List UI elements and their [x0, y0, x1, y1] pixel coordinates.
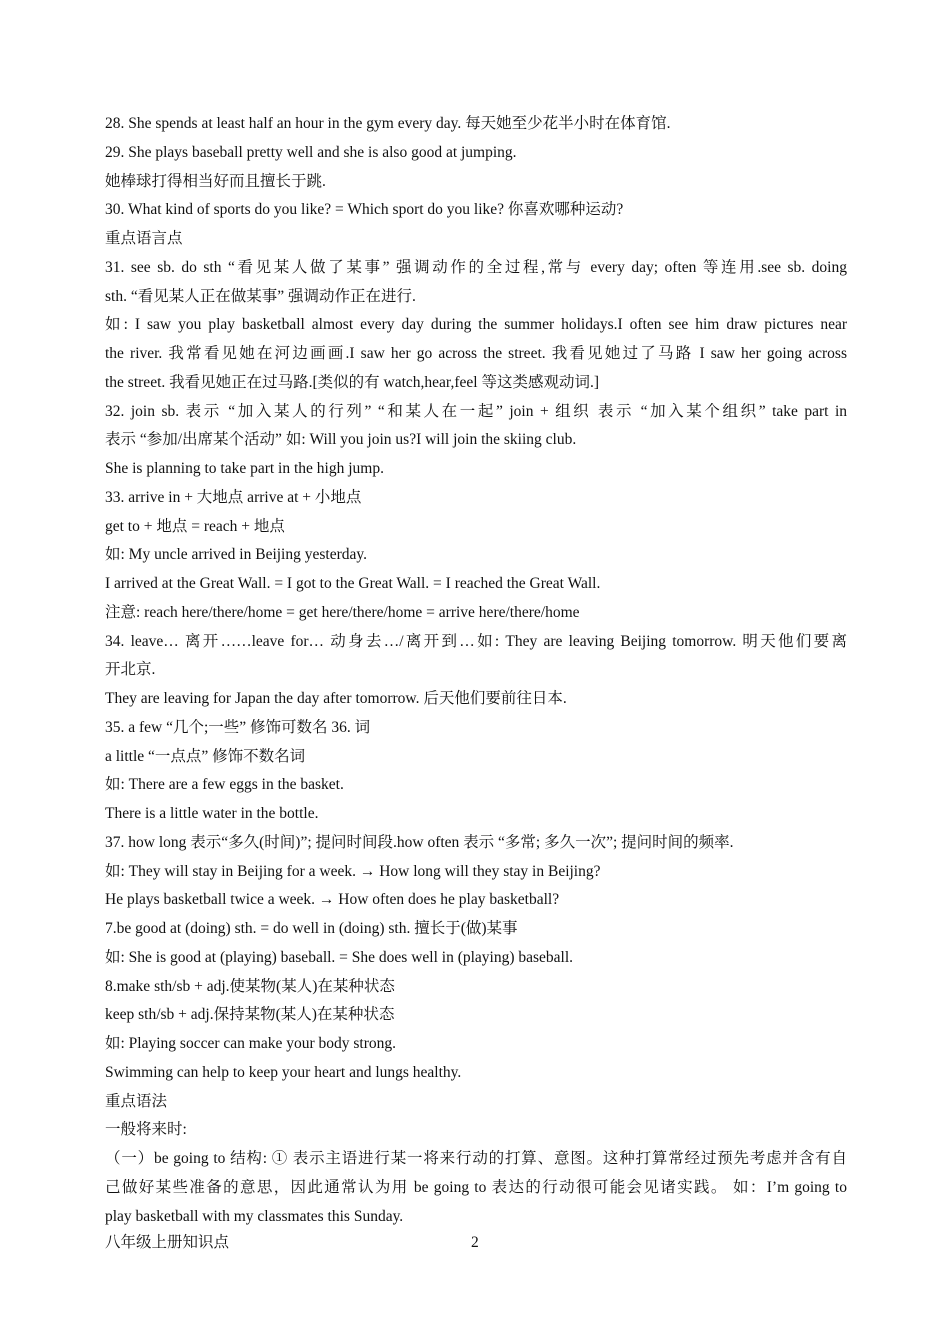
text-line: the street. 我看见她正在过马路.[类似的有 watch,hear,feel 等这类感观动词.]	[105, 373, 599, 391]
text-line: He plays basketball twice a week. → How often does he play basketball?	[105, 891, 560, 909]
text-line: keep sth/sb + adj.保持某物(某人)在某种状态	[105, 1006, 395, 1024]
text-line: 8.make sth/sb + adj.使某物(某人)在某种状态	[105, 977, 395, 995]
text-line: 如: There are a few eggs in the basket.	[105, 776, 344, 794]
text-line: （一）be going to 结构: ① 表示主语进行某一将来行动的打算、意图。这种打算常经过预先考虑并含有自	[105, 1150, 847, 1167]
text-line: 如: My uncle arrived in Beijing yesterday.	[105, 546, 367, 564]
text-line: Swimming can help to keep your heart and lungs healthy.	[105, 1063, 462, 1081]
text-line: 如: Playing soccer can make your body strong.	[105, 1035, 396, 1052]
text-line: get to + 地点 = reach + 地点	[105, 517, 285, 535]
text-line: 7.be good at (doing) sth. = do well in (doing) sth. 擅长于(做)某事	[105, 920, 518, 937]
text-line: 一般将来时:	[105, 1121, 187, 1139]
text-line: 己做好某些准备的意思，因此通常认为用 be going to 表达的行动很可能会见诸实践。 如：I’m going to	[105, 1178, 847, 1196]
text-line: 35. a few “几个;一些” 修饰可数名 36. 词	[105, 718, 371, 736]
text-line: the river. 我常看见她在河边画画.I saw her go across the street. 我看见她过了马路 I saw her going across	[105, 345, 847, 362]
text-line: 28. She spends at least half an hour in the gym every day. 每天她至少花半小时在体育馆.	[105, 115, 671, 132]
text-line: 开北京.	[105, 661, 156, 679]
text-line: There is a little water in the bottle.	[105, 805, 319, 822]
text-line: 重点语言点	[105, 230, 183, 247]
text-line: 如: I saw you play basketball almost every day during the summer holidays.I often see him draw pictures near	[105, 316, 847, 334]
page-footer	[105, 1229, 847, 1257]
text-line: 31. see sb. do sth “看见某人做了某事” 强调动作的全过程,常与 every day; often 等连用.see sb. doing	[105, 258, 847, 276]
footer-title: 八年级上册知识点	[105, 1234, 230, 1251]
text-line: a little “一点点” 修饰不数名词	[105, 747, 306, 765]
page-number: 2	[471, 1234, 479, 1251]
text-line: 如: They will stay in Beijing for a week. → How long will they stay in Beijing?	[105, 862, 601, 880]
text-line: 如: She is good at (playing) baseball. = She does well in (playing) baseball.	[105, 948, 574, 966]
document-body	[105, 110, 847, 1231]
text-line: sth. “看见某人正在做某事” 强调动作正在进行.	[105, 287, 416, 305]
text-line: 32. join sb. 表示 “加入某人的行列” “和某人在一起” join + 组织 表示 “加入某个组织” take part in	[105, 402, 847, 420]
text-line: She is planning to take part in the high jump.	[105, 460, 384, 477]
text-line: 重点语法	[105, 1092, 168, 1110]
text-line: 注意: reach here/there/home = get here/there/home = arrive here/there/home	[105, 603, 580, 621]
text-line: 37. how long 表示“多久(时间)”; 提问时间段.how often 表示 “多常; 多久一次”; 提问时间的频率.	[105, 833, 734, 851]
text-line: 29. She plays baseball pretty well and she is also good at jumping.	[105, 143, 517, 161]
text-line: play basketball with my classmates this Sunday.	[105, 1207, 404, 1225]
text-line: 表示 “参加/出席某个活动” 如: Will you join us?I will join the skiing club.	[105, 431, 577, 449]
text-line: They are leaving for Japan the day after tomorrow. 后天他们要前往日本.	[105, 690, 567, 707]
text-line: 她棒球打得相当好而且擅长于跳.	[105, 172, 326, 190]
text-line: 33. arrive in + 大地点 arrive at + 小地点	[105, 488, 362, 506]
text-line: 34. leave… 离开……leave for… 动身去…/离开到…如: They are leaving Beijing tomorrow. 明天他们要离	[105, 632, 847, 650]
text-line: I arrived at the Great Wall. = I got to the Great Wall. = I reached the Great Wall.	[105, 575, 601, 592]
text-line: 30. What kind of sports do you like? = Which sport do you like? 你喜欢哪种运动?	[105, 201, 624, 219]
